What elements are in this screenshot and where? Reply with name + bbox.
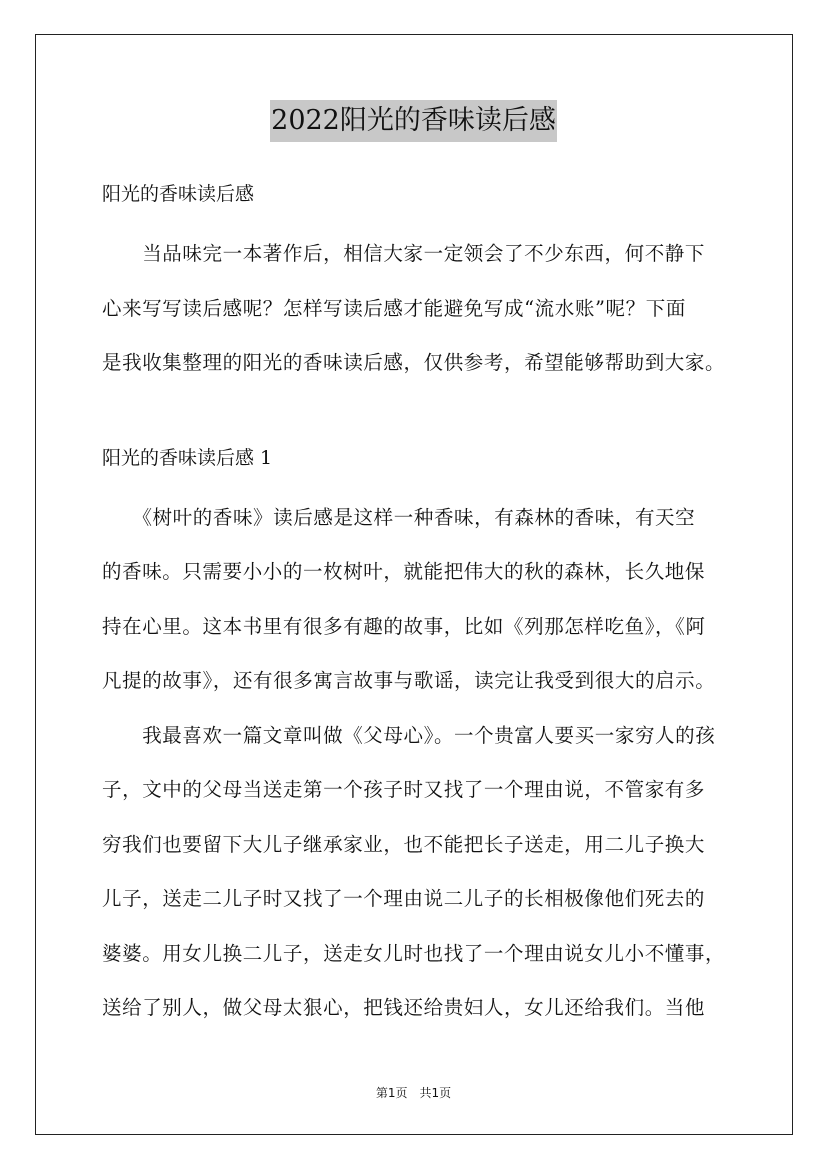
section-line: 凡提的故事》，还有很多寓言故事与歌谣，读完让我受到很大的启示。 <box>102 669 716 692</box>
intro-line: 是我收集整理的阳光的香味读后感，仅供参考，希望能够帮助到大家。 <box>102 351 726 374</box>
section-line: 送给了别人，做父母太狠心，把钱还给贵妇人，女儿还给我们。当他 <box>102 996 706 1019</box>
section-heading: 阳光的香味读后感 1 <box>102 446 273 469</box>
section-line: 我最喜欢一篇文章叫做《父母心》。一个贵富人要买一家穷人的孩 <box>102 723 716 747</box>
section-line: 婆婆。用女儿换二儿子，送走女儿时也找了一个理由说女儿小不懂事， <box>102 941 726 965</box>
section-line: 的香味。只需要小小的一枚树叶，就能把伟大的秋的森林，长久地保 <box>102 560 706 583</box>
section-line: 《树叶的香味》读后感是这样一种香味，有森林的香味，有天空 <box>102 505 696 529</box>
spacer <box>102 212 742 236</box>
section-line: 儿子，送走二儿子时又找了一个理由说二儿子的长相极像他们死去的 <box>102 887 706 910</box>
title-container <box>0 100 827 142</box>
section-line: 穷我们也要留下大儿子继承家业，也不能把长子送走，用二儿子换大 <box>102 832 706 856</box>
document-title: 2022阳光的香味读后感 <box>270 100 557 142</box>
document-heading: 阳光的香味读后感 <box>102 183 255 205</box>
spacer <box>102 476 742 500</box>
section-line: 子，文中的父母当送走第一个孩子时又找了一个理由说，不管家有多 <box>102 778 706 801</box>
spacer <box>102 400 742 440</box>
section-line: 持在心里。这本书里有很多有趣的故事，比如《列那怎样吃鱼》，《阿 <box>102 614 706 638</box>
page-footer: 第1页 共1页 <box>375 1086 452 1100</box>
intro-line: 心来写写读后感呢？怎样写读后感才能避免写成“流水账”呢？下面 <box>102 296 686 320</box>
intro-line: 当品味完一本著作后，相信大家一定领会了不少东西，何不静下 <box>102 242 706 265</box>
document-body <box>102 176 742 1045</box>
